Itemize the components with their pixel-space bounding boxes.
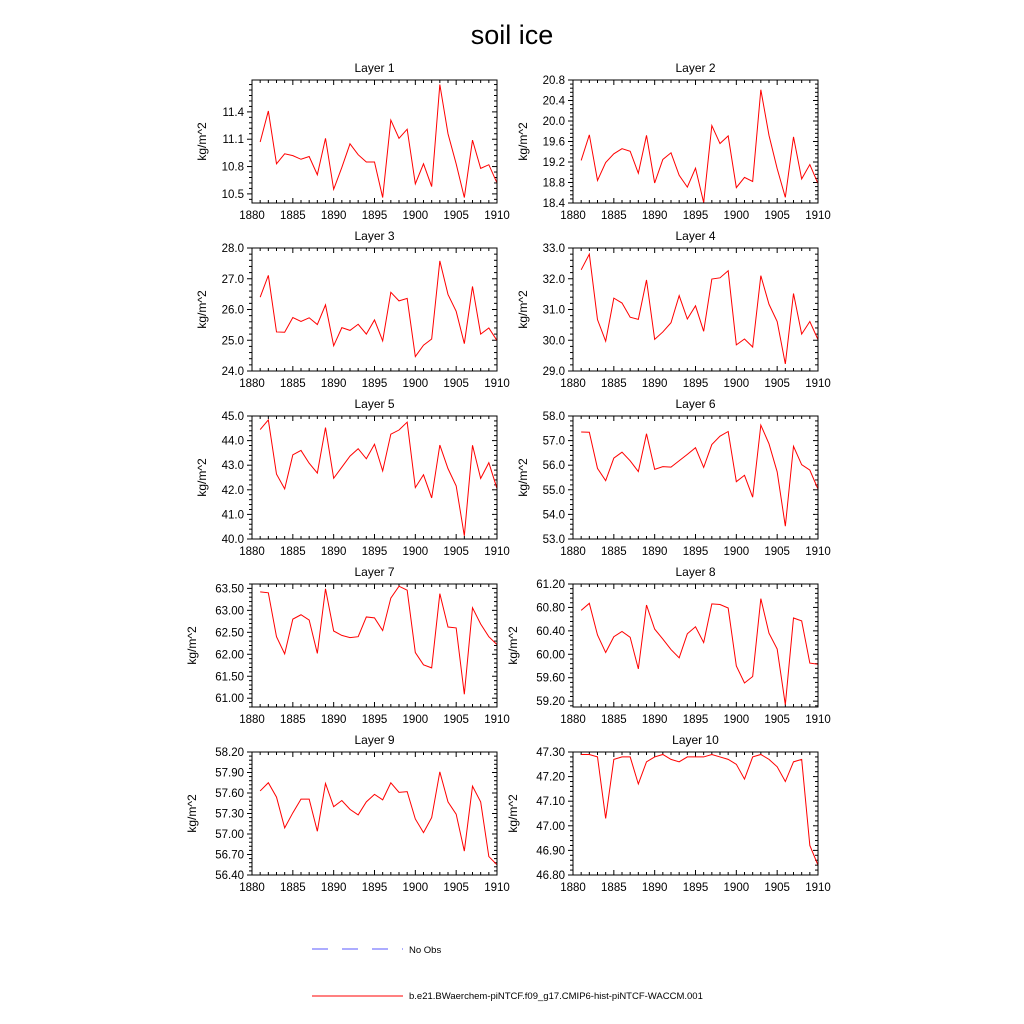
x-tick-label: 1890 [320, 882, 347, 894]
plot-frame [252, 416, 497, 539]
y-tick-label: 53.0 [542, 534, 565, 546]
x-tick-label: 1880 [239, 714, 265, 726]
panel-title: Layer 4 [675, 229, 716, 243]
y-tick-label: 44.0 [221, 435, 244, 448]
y-tick-label: 58.0 [542, 411, 565, 423]
x-tick-label: 1905 [764, 882, 790, 894]
y-tick-label: 19.2 [542, 157, 565, 169]
series-line [581, 599, 818, 705]
x-tick-label: 1880 [239, 882, 265, 894]
x-tick-label: 1880 [239, 210, 265, 222]
x-tick-label: 1885 [280, 714, 306, 726]
x-tick-label: 1890 [641, 546, 668, 558]
x-tick-label: 1910 [805, 882, 831, 894]
x-tick-label: 1900 [723, 882, 750, 894]
y-tick-label: 10.5 [221, 188, 244, 201]
y-tick-label: 20.4 [542, 95, 565, 108]
x-tick-label: 1885 [601, 378, 627, 390]
x-tick-label: 1905 [443, 210, 469, 222]
y-tick-label: 31.0 [542, 304, 565, 317]
x-tick-label: 1890 [320, 210, 347, 222]
panel-title: Layer 3 [354, 229, 395, 243]
x-tick-label: 1880 [239, 546, 265, 558]
y-tick-label: 58.20 [215, 747, 244, 759]
y-tick-label: 56.40 [215, 870, 244, 882]
y-tick-label: 20.8 [542, 75, 565, 87]
panel-layer-3 [195, 229, 510, 390]
x-tick-label: 1895 [682, 210, 709, 222]
panel-title: Layer 7 [354, 565, 395, 579]
panel-layer-7 [185, 565, 510, 726]
y-tick-label: 60.80 [536, 602, 565, 615]
panel-title: Layer 1 [354, 61, 395, 75]
x-tick-label: 1890 [320, 714, 347, 726]
y-tick-label: 43.0 [221, 460, 244, 473]
panel-layer-4 [516, 229, 831, 390]
plot-frame [252, 80, 497, 203]
plot-frame [573, 248, 818, 371]
y-tick-label: 47.00 [536, 820, 565, 833]
x-tick-label: 1885 [280, 546, 306, 558]
y-tick-label: 42.0 [221, 484, 244, 497]
y-axis-label: kg/m^2 [195, 290, 209, 329]
x-tick-label: 1895 [361, 546, 388, 558]
panel-layer-2 [516, 61, 831, 222]
panel-layer-9 [185, 733, 510, 894]
panel-layer-8 [506, 565, 831, 726]
x-tick-label: 1905 [764, 714, 790, 726]
y-tick-label: 47.10 [536, 796, 565, 809]
y-axis-label: kg/m^2 [506, 626, 520, 665]
y-tick-label: 25.0 [221, 335, 244, 348]
y-tick-label: 26.0 [221, 304, 244, 317]
y-tick-label: 59.60 [536, 672, 565, 685]
y-axis-label: kg/m^2 [185, 626, 199, 665]
y-tick-label: 62.50 [215, 627, 244, 640]
plot-frame [252, 584, 497, 707]
panels-grid [185, 61, 831, 894]
y-tick-label: 57.30 [215, 808, 244, 821]
series-line [260, 85, 497, 198]
y-tick-label: 61.00 [215, 693, 244, 706]
series-line [581, 754, 818, 865]
y-axis-label: kg/m^2 [516, 458, 530, 497]
y-tick-label: 40.0 [221, 534, 244, 546]
y-axis-label: kg/m^2 [195, 458, 209, 497]
x-tick-label: 1905 [443, 882, 469, 894]
y-tick-label: 32.0 [542, 273, 565, 286]
y-axis-label: kg/m^2 [506, 794, 520, 833]
x-tick-label: 1890 [320, 378, 347, 390]
legend-model-label: b.e21.BWaerchem-piNTCF.f09_g17.CMIP6-hist-piNTCF-WACCM.001 [409, 991, 703, 1002]
y-tick-label: 19.6 [542, 136, 565, 149]
series-line [581, 90, 818, 203]
x-tick-label: 1910 [805, 546, 831, 558]
x-tick-label: 1905 [764, 210, 790, 222]
main-title: soil ice [470, 20, 554, 50]
panel-layer-10 [506, 733, 831, 894]
x-tick-label: 1885 [280, 210, 306, 222]
y-tick-label: 62.00 [215, 649, 244, 662]
series-line [581, 425, 818, 526]
x-tick-label: 1900 [402, 210, 429, 222]
plot-frame [573, 752, 818, 875]
plot-frame [573, 416, 818, 539]
series-line [581, 254, 818, 364]
panel-layer-5 [195, 397, 510, 558]
x-tick-label: 1910 [805, 714, 831, 726]
y-tick-label: 55.0 [542, 484, 565, 497]
panel-title: Layer 6 [675, 397, 716, 411]
x-tick-label: 1880 [560, 546, 586, 558]
x-tick-label: 1885 [601, 882, 627, 894]
x-tick-label: 1900 [402, 882, 429, 894]
y-axis-label: kg/m^2 [516, 290, 530, 329]
x-tick-label: 1910 [805, 378, 831, 390]
x-tick-label: 1890 [641, 882, 668, 894]
y-tick-label: 20.0 [542, 116, 565, 128]
y-tick-label: 46.80 [536, 870, 565, 882]
y-tick-label: 24.0 [221, 366, 244, 378]
y-tick-label: 30.0 [542, 335, 565, 348]
x-tick-label: 1900 [723, 378, 750, 390]
y-tick-label: 54.0 [542, 509, 565, 522]
x-tick-label: 1900 [723, 546, 750, 558]
y-tick-label: 11.4 [222, 106, 244, 119]
legend-obs-label: No Obs [409, 945, 442, 956]
y-tick-label: 61.50 [215, 671, 244, 684]
x-tick-label: 1895 [361, 210, 388, 222]
legend [312, 945, 703, 1002]
y-tick-label: 63.50 [215, 583, 244, 596]
y-tick-label: 63.00 [215, 605, 244, 618]
series-line [260, 586, 497, 694]
x-tick-label: 1895 [682, 378, 709, 390]
x-tick-label: 1900 [402, 714, 429, 726]
y-tick-label: 57.60 [215, 788, 244, 800]
y-tick-label: 18.8 [542, 177, 565, 190]
x-tick-label: 1890 [641, 210, 668, 222]
x-tick-label: 1880 [560, 714, 586, 726]
y-tick-label: 29.0 [542, 366, 565, 378]
y-tick-label: 46.90 [536, 845, 565, 858]
x-tick-label: 1905 [443, 714, 469, 726]
y-tick-label: 60.00 [536, 649, 565, 662]
x-tick-label: 1900 [723, 714, 750, 726]
y-tick-label: 10.8 [221, 161, 244, 174]
y-tick-label: 18.4 [542, 198, 565, 210]
x-tick-label: 1895 [361, 882, 388, 894]
y-tick-label: 61.20 [536, 579, 565, 591]
y-tick-label: 57.90 [215, 767, 244, 780]
y-tick-label: 57.00 [215, 829, 244, 841]
x-tick-label: 1880 [560, 378, 586, 390]
panel-title: Layer 10 [672, 733, 719, 747]
series-line [260, 772, 497, 865]
x-tick-label: 1885 [280, 882, 306, 894]
x-tick-label: 1910 [805, 210, 831, 222]
x-tick-label: 1910 [484, 378, 510, 390]
y-axis-label: kg/m^2 [195, 122, 209, 161]
x-tick-label: 1900 [402, 546, 429, 558]
x-tick-label: 1885 [601, 546, 627, 558]
x-tick-label: 1895 [682, 714, 709, 726]
x-tick-label: 1910 [484, 210, 510, 222]
y-axis-label: kg/m^2 [516, 122, 530, 161]
y-tick-label: 59.20 [536, 696, 565, 709]
y-tick-label: 60.40 [536, 625, 565, 638]
x-tick-label: 1905 [764, 378, 790, 390]
x-tick-label: 1910 [484, 882, 510, 894]
x-tick-label: 1885 [601, 714, 627, 726]
x-tick-label: 1895 [682, 546, 709, 558]
y-tick-label: 47.20 [536, 771, 565, 784]
x-tick-label: 1895 [361, 714, 388, 726]
x-tick-label: 1890 [641, 378, 668, 390]
panel-title: Layer 8 [675, 565, 716, 579]
x-tick-label: 1880 [560, 210, 586, 222]
x-tick-label: 1910 [484, 546, 510, 558]
y-axis-label: kg/m^2 [185, 794, 199, 833]
y-tick-label: 56.70 [215, 849, 244, 862]
x-tick-label: 1905 [443, 378, 469, 390]
y-tick-label: 45.0 [221, 411, 244, 423]
x-tick-label: 1885 [601, 210, 627, 222]
x-tick-label: 1905 [443, 546, 469, 558]
y-tick-label: 11.1 [222, 134, 244, 147]
y-tick-label: 56.0 [542, 460, 565, 473]
x-tick-label: 1895 [361, 378, 388, 390]
x-tick-label: 1885 [280, 378, 306, 390]
y-tick-label: 57.0 [542, 435, 565, 448]
panel-title: Layer 9 [354, 733, 395, 747]
x-tick-label: 1880 [239, 378, 265, 390]
x-tick-label: 1895 [682, 882, 709, 894]
y-tick-label: 27.0 [221, 273, 244, 286]
y-tick-label: 28.0 [221, 243, 244, 255]
y-tick-label: 47.30 [536, 747, 565, 759]
x-tick-label: 1900 [723, 210, 750, 222]
panel-title: Layer 5 [354, 397, 395, 411]
panel-layer-6 [516, 397, 831, 558]
x-tick-label: 1900 [402, 378, 429, 390]
panel-layer-1 [195, 61, 510, 222]
y-tick-label: 33.0 [542, 243, 565, 255]
y-tick-label: 41.0 [221, 509, 244, 522]
panel-title: Layer 2 [675, 61, 716, 75]
x-tick-label: 1905 [764, 546, 790, 558]
x-tick-label: 1880 [560, 882, 586, 894]
x-tick-label: 1890 [320, 546, 347, 558]
plot-frame [252, 752, 497, 875]
plot-frame [252, 248, 497, 371]
x-tick-label: 1910 [484, 714, 510, 726]
x-tick-label: 1890 [641, 714, 668, 726]
series-line [260, 261, 497, 357]
series-line [260, 420, 497, 536]
